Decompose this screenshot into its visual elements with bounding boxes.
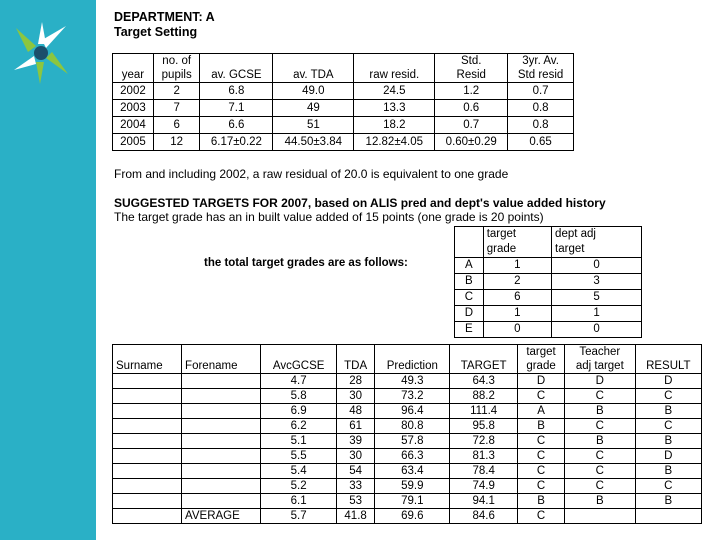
table-cell <box>113 494 182 509</box>
table-cell: A <box>518 404 565 419</box>
table-cell: B <box>635 434 701 449</box>
table-cell <box>182 464 261 479</box>
table-cell: D <box>635 374 701 389</box>
table-cell: 81.3 <box>450 449 518 464</box>
header-cell: adj target <box>564 359 635 374</box>
header-cell: grade <box>483 242 551 258</box>
header-cell: raw resid. <box>354 68 435 83</box>
logo-star-icon <box>6 18 76 88</box>
table-cell: 0 <box>552 322 642 338</box>
header-cell: Teacher <box>564 345 635 360</box>
table-cell: B <box>564 434 635 449</box>
table-cell: C <box>518 479 565 494</box>
table-cell <box>182 494 261 509</box>
header-cell: TDA <box>336 359 375 374</box>
table-cell: 5.1 <box>261 434 336 449</box>
header-row <box>113 359 702 374</box>
table-row <box>113 509 702 524</box>
table-cell: 57.8 <box>375 434 450 449</box>
header-cell <box>182 345 261 360</box>
table-cell: 94.1 <box>450 494 518 509</box>
table-cell: 44.50±3.84 <box>273 134 354 151</box>
table-row <box>113 117 574 134</box>
table-cell: 33 <box>336 479 375 494</box>
table-cell: C <box>564 464 635 479</box>
table-cell: 6.2 <box>261 419 336 434</box>
table-cell: 69.6 <box>375 509 450 524</box>
header-cell: dept adj <box>552 227 642 243</box>
table-row <box>113 83 574 100</box>
table-cell: C <box>635 389 701 404</box>
table-cell: 0.7 <box>508 83 574 100</box>
table-row <box>113 419 702 434</box>
table-cell <box>182 479 261 494</box>
table-row <box>455 322 642 338</box>
table-row <box>113 449 702 464</box>
header-cell: TARGET <box>450 359 518 374</box>
table-cell: 0.8 <box>508 117 574 134</box>
table-cell: 88.2 <box>450 389 518 404</box>
table-cell: C <box>635 479 701 494</box>
header-cell: av. GCSE <box>200 68 273 83</box>
table-cell: 24.5 <box>354 83 435 100</box>
table-cell: C <box>518 389 565 404</box>
table-cell <box>113 374 182 389</box>
table-cell: C <box>564 479 635 494</box>
table-cell: B <box>564 494 635 509</box>
table-cell: 61 <box>336 419 375 434</box>
table-cell <box>182 449 261 464</box>
table-cell: 51 <box>273 117 354 134</box>
table-cell: 73.2 <box>375 389 450 404</box>
value-added-note: The target grade has an in built value added of 15 points (one grade is 20 points) <box>114 210 544 224</box>
table-cell: B <box>518 494 565 509</box>
table-cell: 6 <box>153 117 200 134</box>
table-cell: 0.6 <box>435 100 508 117</box>
header-cell <box>455 227 484 243</box>
table-row <box>455 274 642 290</box>
table-cell <box>635 509 701 524</box>
header-cell: 3yr. Av. <box>508 54 574 69</box>
table-cell: C <box>518 434 565 449</box>
table-cell: 2 <box>153 83 200 100</box>
table-cell: D <box>635 449 701 464</box>
page-subtitle: Target Setting <box>114 25 198 39</box>
header-cell: pupils <box>153 68 200 83</box>
table-cell: AVERAGE <box>182 509 261 524</box>
table-cell: 2004 <box>113 117 154 134</box>
table-cell: 4.7 <box>261 374 336 389</box>
header-cell: no. of <box>153 54 200 69</box>
table-cell: 6.6 <box>200 117 273 134</box>
table-cell: 7.1 <box>200 100 273 117</box>
table-cell: 0.8 <box>508 100 574 117</box>
header-cell <box>113 54 154 69</box>
header-cell: av. TDA <box>273 68 354 83</box>
table-cell: B <box>518 419 565 434</box>
table-cell: 5 <box>552 290 642 306</box>
table-cell: B <box>635 494 701 509</box>
table-cell: 84.6 <box>450 509 518 524</box>
table-cell: 0 <box>552 258 642 274</box>
table-row <box>455 306 642 322</box>
table-cell: D <box>455 306 484 322</box>
table-cell: D <box>564 374 635 389</box>
table-cell <box>113 389 182 404</box>
table-cell: 1.2 <box>435 83 508 100</box>
table-cell: 30 <box>336 389 375 404</box>
table-cell: 13.3 <box>354 100 435 117</box>
table-cell <box>113 509 182 524</box>
header-cell: Surname <box>113 359 182 374</box>
table-cell: 5.2 <box>261 479 336 494</box>
table-cell <box>113 464 182 479</box>
header-cell: RESULT <box>635 359 701 374</box>
sidebar-band <box>0 0 96 540</box>
header-cell: Prediction <box>375 359 450 374</box>
header-cell: Std resid <box>508 68 574 83</box>
totals-label: the total target grades are as follows: <box>204 257 408 269</box>
table-cell: C <box>635 419 701 434</box>
header-cell: target <box>483 227 551 243</box>
header-cell <box>261 345 336 360</box>
table-cell: 48 <box>336 404 375 419</box>
table-cell <box>113 419 182 434</box>
table-cell: B <box>564 404 635 419</box>
header-cell <box>450 345 518 360</box>
table-cell <box>182 404 261 419</box>
table-row <box>113 134 574 151</box>
table-cell: 12 <box>153 134 200 151</box>
table-cell: 2002 <box>113 83 154 100</box>
table-cell: C <box>518 464 565 479</box>
table-cell <box>113 479 182 494</box>
header-row <box>455 227 642 243</box>
table-row <box>113 494 702 509</box>
header-cell <box>455 242 484 258</box>
table-cell: C <box>564 389 635 404</box>
table-cell: 28 <box>336 374 375 389</box>
header-cell: target <box>518 345 565 360</box>
table-cell: 0.60±0.29 <box>435 134 508 151</box>
table-cell: 2003 <box>113 100 154 117</box>
table-cell: 0 <box>483 322 551 338</box>
table-cell: 2005 <box>113 134 154 151</box>
table-cell: 74.9 <box>450 479 518 494</box>
suggested-targets-heading: SUGGESTED TARGETS FOR 2007, based on ALIS pred and dept's value added history <box>114 196 606 210</box>
table-cell: C <box>455 290 484 306</box>
header-row <box>455 242 642 258</box>
table-cell: B <box>635 464 701 479</box>
table-cell: 12.82±4.05 <box>354 134 435 151</box>
table-cell <box>182 419 261 434</box>
table-cell: 95.8 <box>450 419 518 434</box>
table-cell: 79.1 <box>375 494 450 509</box>
header-cell <box>113 345 182 360</box>
table-cell: 54 <box>336 464 375 479</box>
table-cell <box>564 509 635 524</box>
table-cell: 5.5 <box>261 449 336 464</box>
header-cell <box>273 54 354 69</box>
table-cell: 1 <box>552 306 642 322</box>
table-cell: 6.9 <box>261 404 336 419</box>
table-cell: 72.8 <box>450 434 518 449</box>
header-cell <box>200 54 273 69</box>
table-cell: 96.4 <box>375 404 450 419</box>
table-cell: 30 <box>336 449 375 464</box>
table-cell: 53 <box>336 494 375 509</box>
header-row <box>113 54 574 69</box>
header-cell: Std. <box>435 54 508 69</box>
table-cell: 66.3 <box>375 449 450 464</box>
table-row <box>113 389 702 404</box>
header-cell <box>375 345 450 360</box>
table-cell <box>182 389 261 404</box>
table-row <box>455 290 642 306</box>
students-table <box>112 344 702 524</box>
table-cell: C <box>564 449 635 464</box>
table-cell: 111.4 <box>450 404 518 419</box>
history-table <box>112 53 574 151</box>
table-row <box>113 434 702 449</box>
table-cell: 5.4 <box>261 464 336 479</box>
table-cell: 6.1 <box>261 494 336 509</box>
table-cell: 39 <box>336 434 375 449</box>
table-row <box>113 100 574 117</box>
table-cell: C <box>518 449 565 464</box>
table-cell: 6.17±0.22 <box>200 134 273 151</box>
table-cell: 3 <box>552 274 642 290</box>
table-cell: 49.3 <box>375 374 450 389</box>
table-cell: B <box>635 404 701 419</box>
table-cell: 1 <box>483 258 551 274</box>
header-cell <box>354 54 435 69</box>
table-cell: 0.7 <box>435 117 508 134</box>
table-cell: 49.0 <box>273 83 354 100</box>
table-cell: E <box>455 322 484 338</box>
totals-table <box>454 226 642 338</box>
table-cell: 41.8 <box>336 509 375 524</box>
table-cell: B <box>455 274 484 290</box>
table-cell: 64.3 <box>450 374 518 389</box>
department-title: DEPARTMENT: A <box>114 10 215 24</box>
header-cell: grade <box>518 359 565 374</box>
table-cell: 18.2 <box>354 117 435 134</box>
header-row <box>113 68 574 83</box>
table-row <box>113 374 702 389</box>
table-cell <box>113 434 182 449</box>
table-cell: C <box>518 509 565 524</box>
header-cell: Resid <box>435 68 508 83</box>
table-cell: 6.8 <box>200 83 273 100</box>
table-cell: 0.65 <box>508 134 574 151</box>
table-row <box>113 479 702 494</box>
table-cell <box>113 404 182 419</box>
header-cell <box>635 345 701 360</box>
table-cell: 6 <box>483 290 551 306</box>
header-cell: target <box>552 242 642 258</box>
header-cell: AvcGCSE <box>261 359 336 374</box>
table-cell: D <box>518 374 565 389</box>
table-cell: 80.8 <box>375 419 450 434</box>
header-row <box>113 345 702 360</box>
table-cell: C <box>564 419 635 434</box>
table-cell: 78.4 <box>450 464 518 479</box>
table-cell: 7 <box>153 100 200 117</box>
table-cell: A <box>455 258 484 274</box>
table-cell <box>113 449 182 464</box>
table-cell: 5.8 <box>261 389 336 404</box>
table-cell: 2 <box>483 274 551 290</box>
table-cell: 1 <box>483 306 551 322</box>
header-cell: Forename <box>182 359 261 374</box>
table-row <box>455 258 642 274</box>
table-cell <box>182 434 261 449</box>
table-cell: 63.4 <box>375 464 450 479</box>
table-cell: 5.7 <box>261 509 336 524</box>
table-row <box>113 404 702 419</box>
table-cell: 49 <box>273 100 354 117</box>
raw-residual-note: From and including 2002, a raw residual of 20.0 is equivalent to one grade <box>114 167 509 181</box>
table-row <box>113 464 702 479</box>
table-cell <box>182 374 261 389</box>
table-cell: 59.9 <box>375 479 450 494</box>
header-cell <box>336 345 375 360</box>
main-content <box>108 0 708 540</box>
header-cell: year <box>113 68 154 83</box>
